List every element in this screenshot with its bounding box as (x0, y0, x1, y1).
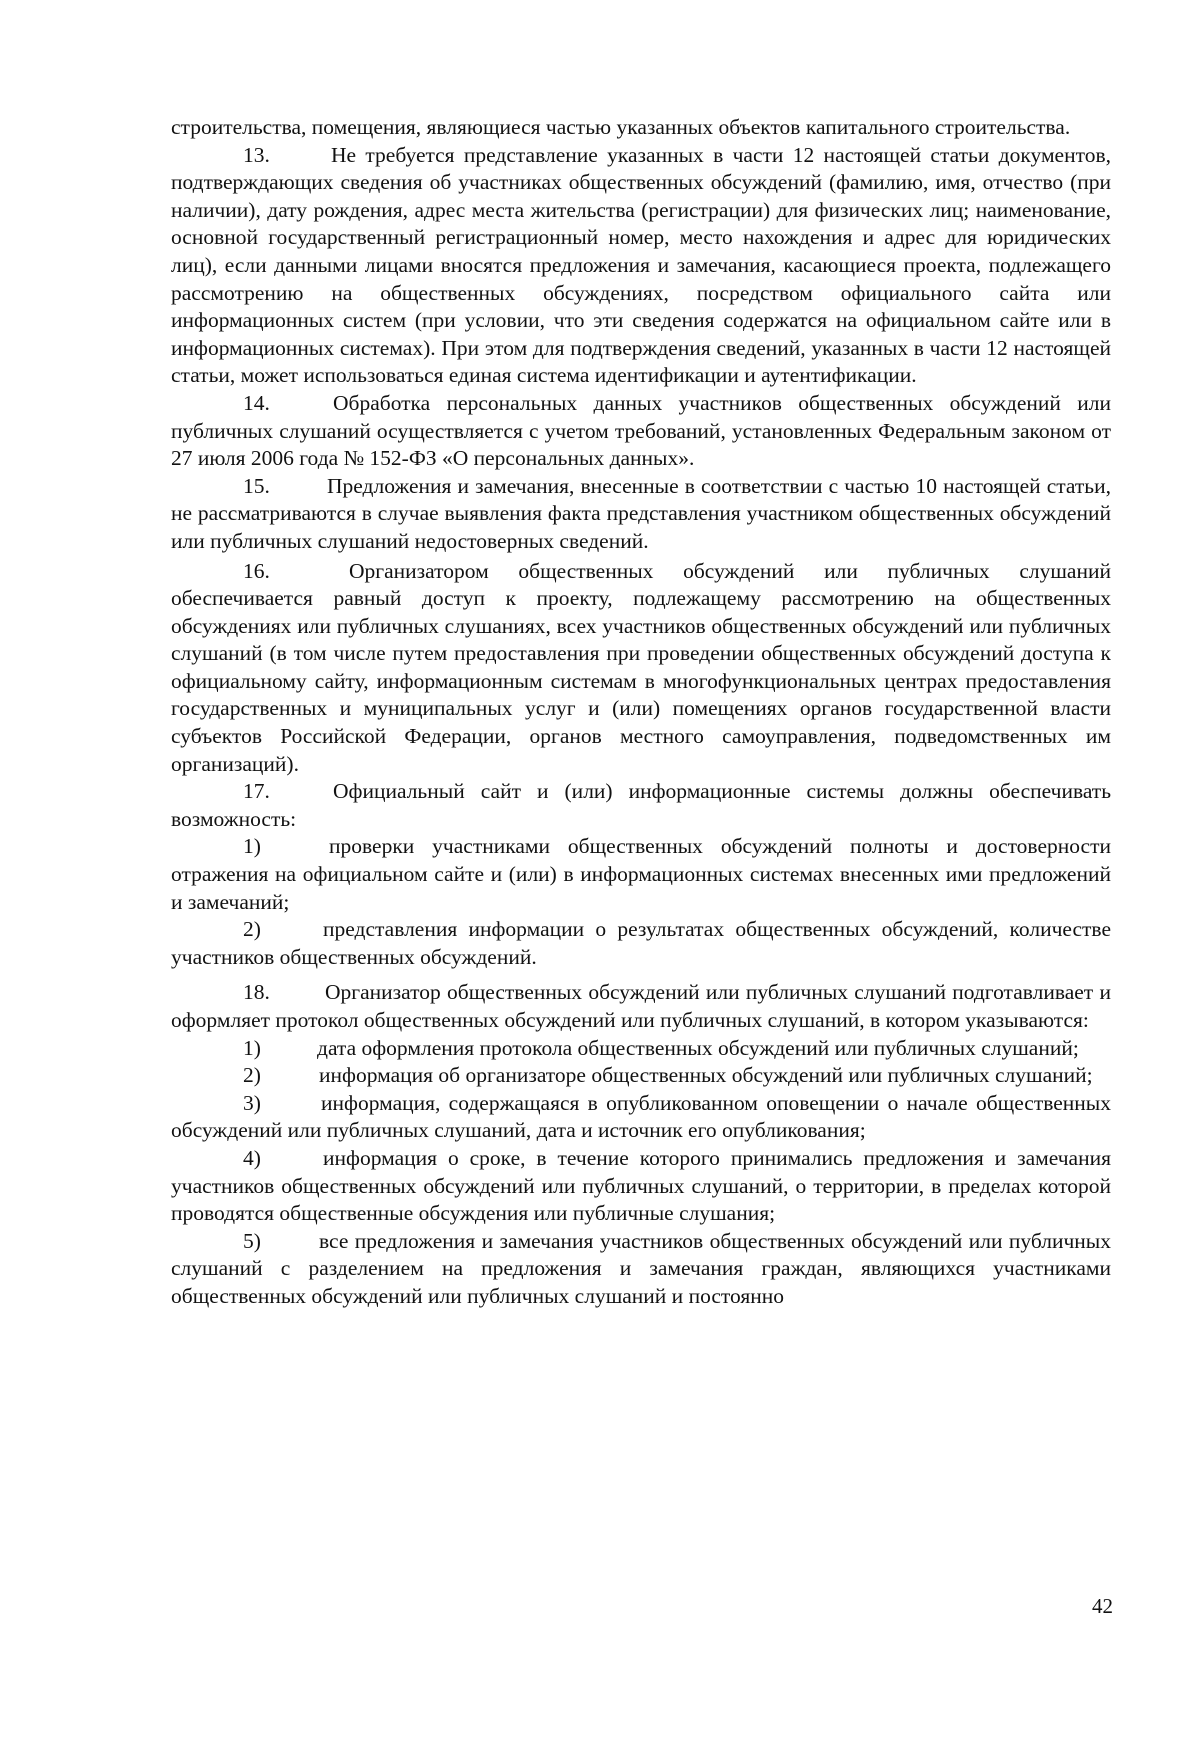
paragraph-number: 1) (243, 1035, 261, 1060)
paragraph-number: 14. (243, 390, 270, 415)
paragraph-16 (171, 558, 1111, 779)
paragraph-number: 15. (243, 473, 270, 498)
page-number: 42 (1092, 1594, 1113, 1618)
paragraph-text: информация, содержащаяся в опубликованном оповещении о начале общественных обсуждений или публичных слушаний, дата и источник его опубликования; (171, 1090, 1111, 1143)
paragraph-continuation (171, 114, 1111, 142)
paragraph-number: 1) (243, 834, 261, 859)
paragraph-text: все предложения и замечания участников общественных обсуждений или публичных слушаний с разделением на предложения и замечания граждан, являющихся участниками общественных обсуждений или публичных слушаний и постоянно (171, 1228, 1111, 1308)
paragraph-text: дата оформления протокола общественных обсуждений или публичных слушаний; (317, 1035, 1079, 1060)
paragraph-text: Официальный сайт и (или) информационные системы должны обеспечивать возможность: (171, 779, 1111, 831)
document-body (171, 114, 1111, 1311)
paragraph-number: 4) (243, 1145, 261, 1170)
paragraph-number: 18. (243, 980, 270, 1005)
paragraph-text: Организатор общественных обсуждений или публичных слушаний подготавливает и оформляет протокол общественных обсуждений или публичных слушаний, в котором указываются: (171, 980, 1111, 1032)
paragraph-number: 16. (243, 558, 270, 583)
paragraph-18-item-5 (171, 1228, 1111, 1311)
paragraph-17-item-1 (171, 833, 1111, 916)
paragraph-15 (171, 473, 1111, 556)
paragraph-18-item-3 (171, 1090, 1111, 1145)
paragraph-text: информация об организаторе общественных обсуждений или публичных слушаний; (319, 1063, 1093, 1088)
paragraph-number: 2) (243, 917, 261, 942)
paragraph-text: Организатором общественных обсуждений или публичных слушаний обеспечивается равный доступ к проекту, подлежащему рассмотрению на общественных обсуждениях или публичных слушаниях, всех участников общественных обсуждений или публичных слушаний (в том числе путем предоставления при проведении общественных обсуждений доступа к официальному сайту, информационным системам в многофункциональных центрах предоставления государственных и муниципальных услуг и (или) помещениях органов государственной власти субъектов Российской Федерации, органов местного самоуправления, подведомственных им организаций). (171, 558, 1111, 776)
paragraph-17 (171, 778, 1111, 833)
paragraph-text: информация о сроке, в течение которого принимались предложения и замечания участников общественных обсуждений или публичных слушаний, о территории, в пределах которой проводятся общественные обсуждения или публичные слушания; (171, 1145, 1111, 1226)
paragraph-text: представления информации о результатах общественных обсуждений, количестве участников общественных обсуждений. (171, 917, 1111, 969)
paragraph-number: 5) (243, 1228, 261, 1253)
paragraph-17-item-2 (171, 916, 1111, 971)
paragraph-text: Обработка персональных данных участников общественных обсуждений или публичных слушаний осуществляется с учетом требований, установленных Федеральным законом от 27 июля 2006 года № 152-ФЗ «О персональных данных». (171, 390, 1111, 471)
paragraph-18 (171, 979, 1111, 1034)
paragraph-number: 13. (243, 142, 270, 167)
paragraph-number: 2) (243, 1063, 261, 1088)
paragraph-18-item-4 (171, 1145, 1111, 1228)
paragraph-13 (171, 142, 1111, 390)
paragraph-number: 17. (243, 779, 270, 804)
paragraph-number: 3) (243, 1090, 261, 1115)
paragraph-14 (171, 390, 1111, 473)
paragraph-18-item-1 (171, 1035, 1111, 1063)
paragraph-18-item-2 (171, 1062, 1111, 1090)
paragraph-text: строительства, помещения, являющиеся частью указанных объектов капитального строительства. (171, 115, 1071, 139)
paragraph-text: проверки участниками общественных обсуждений полноты и достоверности отражения на официальном сайте и (или) в информационных системах внесенных ими предложений и замечаний; (171, 834, 1111, 914)
paragraph-text: Предложения и замечания, внесенные в соответствии с частью 10 настоящей статьи, не рассматриваются в случае выявления факта представления участником общественных обсуждений или публичных слушаний недостоверных сведений. (171, 473, 1111, 553)
paragraph-text: Не требуется представление указанных в части 12 настоящей статьи документов, подтверждающих сведения об участниках общественных обсуждений (фамилию, имя, отчество (при наличии), дату рождения, адрес места жительства (регистрации) для физических лиц; наименование, основной государственный регистрационный номер, место нахождения и адрес для юридических лиц), если данными лицами вносятся предложения и замечания, касающиеся проекта, подлежащего рассмотрению на общественных обсуждениях, посредством официального сайта или информационных систем (при условии, что эти сведения содержатся на официальном сайте или в информационных системах). При этом для подтверждения сведений, указанных в части 12 настоящей статьи, может использоваться единая система идентификации и аутентификации. (171, 142, 1111, 388)
